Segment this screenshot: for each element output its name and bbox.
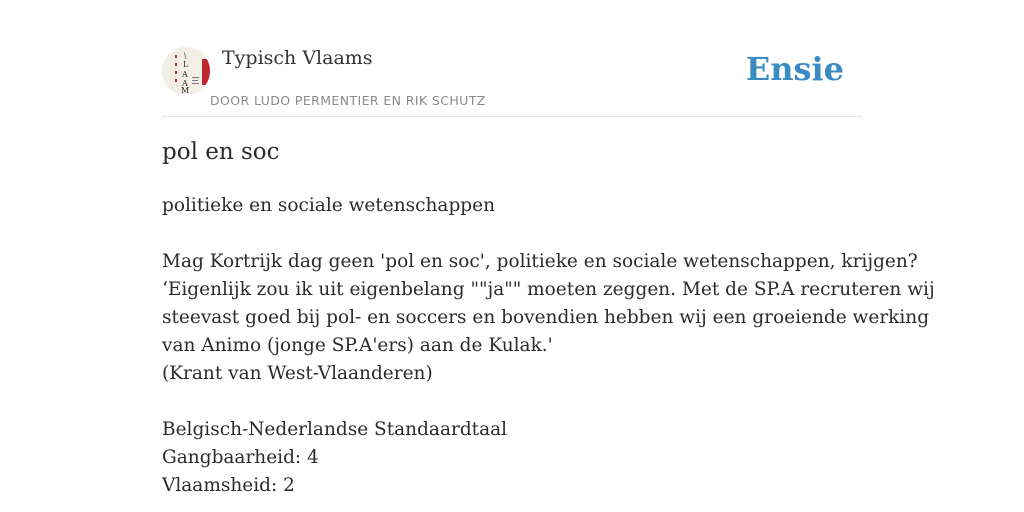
spacer <box>162 388 862 416</box>
ensie-brand-link[interactable]: Ensie <box>745 50 844 88</box>
svg-text:L: L <box>183 60 189 69</box>
quote-line: steevast goed bij pol- en soccers en bovendien hebben wij een groeiende werking <box>162 307 930 328</box>
author-byline: DOOR LUDO PERMENTIER EN RIK SCHUTZ <box>210 93 486 108</box>
svg-text:\: \ <box>184 52 187 60</box>
svg-text:M: M <box>181 86 190 95</box>
spacer <box>162 220 862 248</box>
entry-definition: politieke en sociale wetenschappen <box>162 195 496 216</box>
gangbaarheid-rating: Gangbaarheid: 4 <box>162 447 319 468</box>
quote-line: van Animo (jonge SP.A'ers) aan de Kulak.' <box>162 335 553 356</box>
quote-line: ‘Eigenlijk zou ik uit eigenbelang ""ja"" moeten zeggen. Met de SP.A recruteren wij <box>162 279 935 300</box>
language-label: Belgisch-Nederlandse Standaardtaal <box>162 419 508 440</box>
quote-source: (Krant van West-Vlaanderen) <box>162 363 433 384</box>
svg-text:A: A <box>182 70 188 79</box>
typisch-vlaams-logo-icon[interactable] <box>162 47 210 95</box>
quote-line: Mag Kortrijk dag geen 'pol en soc', politieke en sociale wetenschappen, krijgen? <box>162 251 918 272</box>
entry-term: pol en soc <box>162 139 280 165</box>
site-header <box>162 44 862 117</box>
svg-text:A: A <box>182 79 188 88</box>
entry-content <box>162 192 935 500</box>
site-title[interactable]: Typisch Vlaams <box>222 47 373 69</box>
vlaamsheid-rating: Vlaamsheid: 2 <box>162 475 295 496</box>
